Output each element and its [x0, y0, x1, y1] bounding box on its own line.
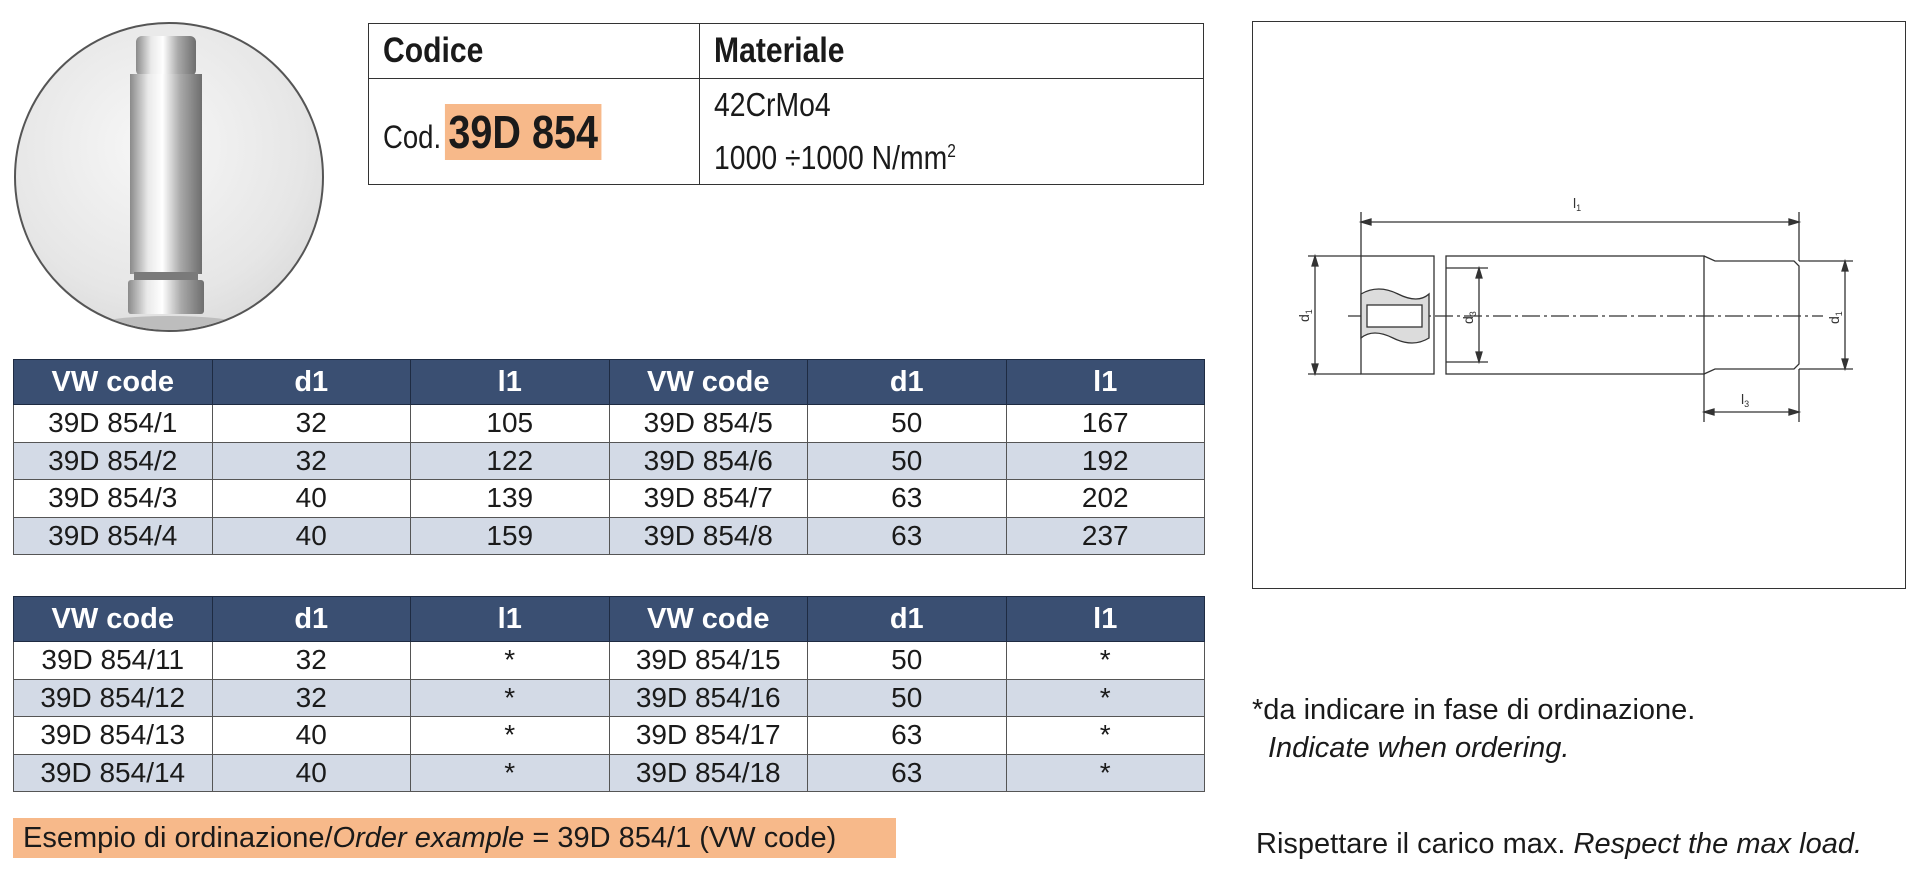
- cell: 32: [212, 442, 411, 480]
- product-photo: [14, 22, 324, 332]
- cell: 39D 854/18: [609, 754, 808, 792]
- cell: 32: [212, 405, 411, 443]
- cell: 50: [808, 442, 1007, 480]
- col-l1: l1: [411, 597, 610, 642]
- table-row: [14, 642, 1205, 680]
- cell: 192: [1006, 442, 1205, 480]
- cell: 139: [411, 480, 610, 518]
- code-header: Codice: [369, 24, 700, 79]
- cell: *: [1006, 642, 1205, 680]
- table-row: [14, 480, 1205, 518]
- col-d1: d1: [808, 597, 1007, 642]
- ordering-note-it: *da indicare in fase di ordinazione.: [1252, 694, 1696, 726]
- cell: 40: [212, 517, 411, 555]
- d1-right-label: $d_1$: [1826, 311, 1844, 324]
- cell: *: [411, 754, 610, 792]
- col-d1: d1: [212, 360, 411, 405]
- thread-hole: [1367, 305, 1422, 327]
- table-row: [14, 442, 1205, 480]
- order-example: Esempio di ordinazione/Order example = 39D 854/1 (VW code): [13, 818, 896, 858]
- table-row: [14, 517, 1205, 555]
- cell: 202: [1006, 480, 1205, 518]
- cell: 39D 854/15: [609, 642, 808, 680]
- cell: 39D 854/1: [14, 405, 213, 443]
- table-header-row: [14, 597, 1205, 642]
- col-d1: d1: [808, 360, 1007, 405]
- ordering-note-en: Indicate when ordering.: [1268, 732, 1570, 764]
- cell: 40: [212, 717, 411, 755]
- cell: 237: [1006, 517, 1205, 555]
- cell: 32: [212, 642, 411, 680]
- cell: *: [1006, 717, 1205, 755]
- cell: *: [1006, 754, 1205, 792]
- cell: 39D 854/17: [609, 717, 808, 755]
- cell: 63: [808, 517, 1007, 555]
- cell: 39D 854/7: [609, 480, 808, 518]
- cell: 39D 854/11: [14, 642, 213, 680]
- l1-label: $l_1$: [1573, 195, 1582, 213]
- cell: *: [411, 642, 610, 680]
- col-vw-code: VW code: [609, 597, 808, 642]
- dimension-table-2: [13, 596, 1205, 792]
- col-vw-code: VW code: [609, 360, 808, 405]
- cell: 40: [212, 754, 411, 792]
- table-header-row: [14, 360, 1205, 405]
- col-l1: l1: [1006, 360, 1205, 405]
- cell: 39D 854/13: [14, 717, 213, 755]
- cell: 63: [808, 717, 1007, 755]
- cell: 39D 854/3: [14, 480, 213, 518]
- code-value: 39D 854: [445, 104, 601, 160]
- cell: *: [411, 679, 610, 717]
- table-row: [14, 679, 1205, 717]
- cell: 39D 854/14: [14, 754, 213, 792]
- table-row: [14, 717, 1205, 755]
- d1-left-label: $d_1$: [1296, 309, 1314, 322]
- cell: 32: [212, 679, 411, 717]
- cell: 40: [212, 480, 411, 518]
- material-header: Materiale: [700, 24, 1204, 79]
- cell: 167: [1006, 405, 1205, 443]
- cell: 39D 854/4: [14, 517, 213, 555]
- table-row: [14, 754, 1205, 792]
- dimension-table-1: [13, 359, 1205, 555]
- code-material-table: [368, 23, 1204, 185]
- drawing-svg: [1253, 22, 1904, 587]
- cell: 50: [808, 405, 1007, 443]
- cell: *: [411, 717, 610, 755]
- table-row: [14, 405, 1205, 443]
- max-load-note: Rispettare il carico max. Respect the max load.: [1256, 828, 1863, 860]
- cell: 39D 854/2: [14, 442, 213, 480]
- code-cell: [369, 79, 700, 185]
- col-l1: l1: [1006, 597, 1205, 642]
- cell: 105: [411, 405, 610, 443]
- l3-label: $l_3$: [1741, 391, 1750, 409]
- pin-illustration: [16, 24, 322, 330]
- material-name: 42CrMo4: [714, 86, 831, 123]
- col-vw-code: VW code: [14, 360, 213, 405]
- col-d1: d1: [212, 597, 411, 642]
- cell: 122: [411, 442, 610, 480]
- cell: 39D 854/16: [609, 679, 808, 717]
- pin-tip: [1704, 256, 1799, 374]
- cell: 39D 854/8: [609, 517, 808, 555]
- cell: 63: [808, 754, 1007, 792]
- cell: 39D 854/5: [609, 405, 808, 443]
- cell: 39D 854/12: [14, 679, 213, 717]
- code-prefix: Cod.: [383, 118, 442, 155]
- cell: 159: [411, 517, 610, 555]
- technical-drawing: [1252, 21, 1906, 589]
- material-cell: [700, 79, 1204, 185]
- col-l1: l1: [411, 360, 610, 405]
- pin-body: [1446, 256, 1704, 374]
- d3-label: $d_3$: [1460, 311, 1478, 324]
- material-strength: 1000 ÷1000 $N/mm^2$: [714, 139, 956, 176]
- col-vw-code: VW code: [14, 597, 213, 642]
- cell: 50: [808, 642, 1007, 680]
- cell: 50: [808, 679, 1007, 717]
- cell: 63: [808, 480, 1007, 518]
- cell: 39D 854/6: [609, 442, 808, 480]
- cell: *: [1006, 679, 1205, 717]
